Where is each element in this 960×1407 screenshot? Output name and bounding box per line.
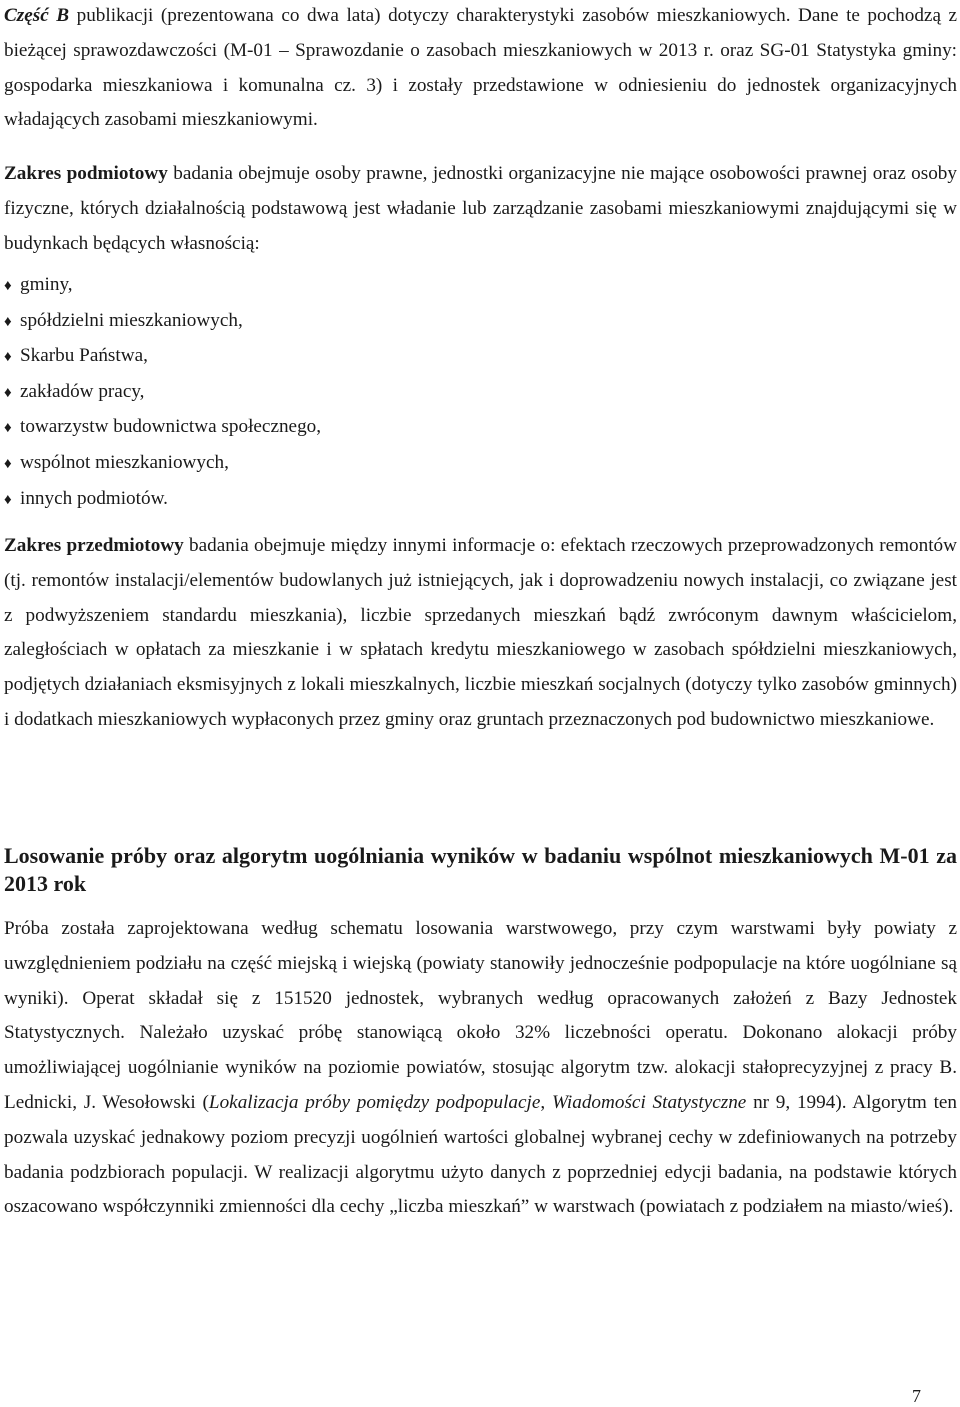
list-item-text: spółdzielni mieszkaniowych, (20, 309, 243, 331)
list-item (4, 482, 957, 518)
paragraph-part-b (4, 0, 957, 138)
diamond-bullet-icon: ♦ (4, 384, 12, 401)
part-b-label: Część B (4, 5, 70, 26)
diamond-bullet-icon: ♦ (4, 313, 12, 330)
object-scope-lead: Zakres przedmiotowy (4, 535, 184, 556)
diamond-bullet-icon: ♦ (4, 491, 12, 508)
sampling-text-b: nr 9, 1994). Algorytm ten pozwala uzyskać jednakowy poziom precyzji uogólnień wartości globalnej wybranej cechy w zdefiniowanych na potrzeby badania podzbiorach populacji. W realizacji algorytmu użyto danych z poprzedniej edycji badania, na podstawie których oszacowano współczynniki zmienności dla cechy „liczba mieszkań” w warstwach (powiatach z podziałem na miasto/wieś). (4, 1091, 958, 1218)
list-item-text: zakładów pracy, (20, 380, 145, 402)
ownership-list (4, 268, 957, 517)
diamond-bullet-icon: ♦ (4, 420, 12, 437)
subject-scope-lead: Zakres podmiotowy (4, 163, 168, 184)
list-item-text: wspólnot mieszkaniowych, (20, 451, 229, 473)
list-item-text: gminy, (20, 274, 73, 295)
diamond-bullet-icon: ♦ (4, 455, 12, 472)
list-item (4, 446, 957, 482)
subject-scope-text: badania obejmuje osoby prawne, jednostki organizacyjne nie mające osobowości prawnej oraz osoby fizyczne, których działalnością podstawową jest władanie lub zarządzanie zasobami mieszkaniowymi znajdującymi się w budynkach będących własnością: (4, 163, 957, 254)
diamond-bullet-icon: ♦ (4, 278, 12, 294)
object-scope-text: badania obejmuje między innymi informacje o: efektach rzeczowych przeprowadzonych remontów (tj. remontów instalacji/elementów budowlanych już istniejących, jak i doprowadzeniu nowych instalacji, co związane jest z podwyższeniem standardu mieszkania), liczbie sprzedanych mieszkań bądź zwróconym dawnym właścicielom, zaległościach w opłatach za mieszkanie i w spłatach kredytu mieszkaniowego w zasobach spółdzielni mieszkaniowych, podjętych działaniach eksmisyjnych z lokali mieszkalnych, liczbie mieszkań socjalnych (dotyczy tylko zasobów gminnych) i dodatkach mieszkaniowych wypłaconych przez gminy oraz gruntach przeznaczonych pod budownictwo mieszkaniowe. (4, 535, 957, 730)
paragraph-object-scope (4, 529, 957, 738)
list-item-text: towarzystw budownictwa społecznego, (20, 416, 322, 438)
list-item (4, 339, 957, 375)
list-item (4, 304, 957, 340)
citation-title: Lokalizacja próby pomiędzy podpopulacje (208, 1091, 541, 1113)
list-item (4, 375, 957, 411)
paragraph-sampling (4, 912, 957, 1225)
list-item (4, 268, 957, 304)
section-heading: Losowanie próby oraz algorytm uogólniania wyników w badaniu wspólnot mieszkaniowych M-01 za 2013 rok (4, 843, 957, 896)
sampling-text-a: Próba została zaprojektowana według schematu losowania warstwowego, przy czym warstwami były powiaty z uwzględnieniem podziału na część miejską i wiejską (powiaty stanowiły jednocześnie podpopulacje na które uogólniane są wyniki). Operat składał się z 151520 jednostek, wybranych według opracowanych założeń z Bazy Jednostek Statystycznych. Należało uzyskać próbę stanowiącą około 32% liczebności operatu. Dokonano alokacji próby umożliwiającej uogólnianie wyników na poziomie powiatów, stosując algorytm tzw. alokacji stałoprecyzyjnej z pracy B. Lednicki, J. Wesołowski ( (4, 918, 957, 1113)
page-number: 7 (912, 1386, 921, 1406)
citation-separator: , (540, 1091, 552, 1113)
list-item-text: Skarbu Państwa, (20, 345, 148, 367)
paragraph-subject-scope (4, 157, 957, 261)
list-item (4, 410, 957, 446)
diamond-bullet-icon: ♦ (4, 349, 12, 366)
citation-journal: Wiadomości Statystyczne (551, 1091, 747, 1113)
list-item-text: innych podmiotów. (20, 487, 168, 509)
part-b-text: publikacji (prezentowana co dwa lata) dotyczy charakterystyki zasobów mieszkaniowych. Dane te pochodzą z bieżącej sprawozdawczości (M-01 – Sprawozdanie o zasobach mieszkaniowych w 2013 r. oraz SG-01 Statystyka gminy: gospodarka mieszkaniowa i komunalna cz. 3) i zostały przedstawione w odniesieniu do jednostek organizacyjnych władających zasobami mieszkaniowymi. (4, 5, 957, 131)
